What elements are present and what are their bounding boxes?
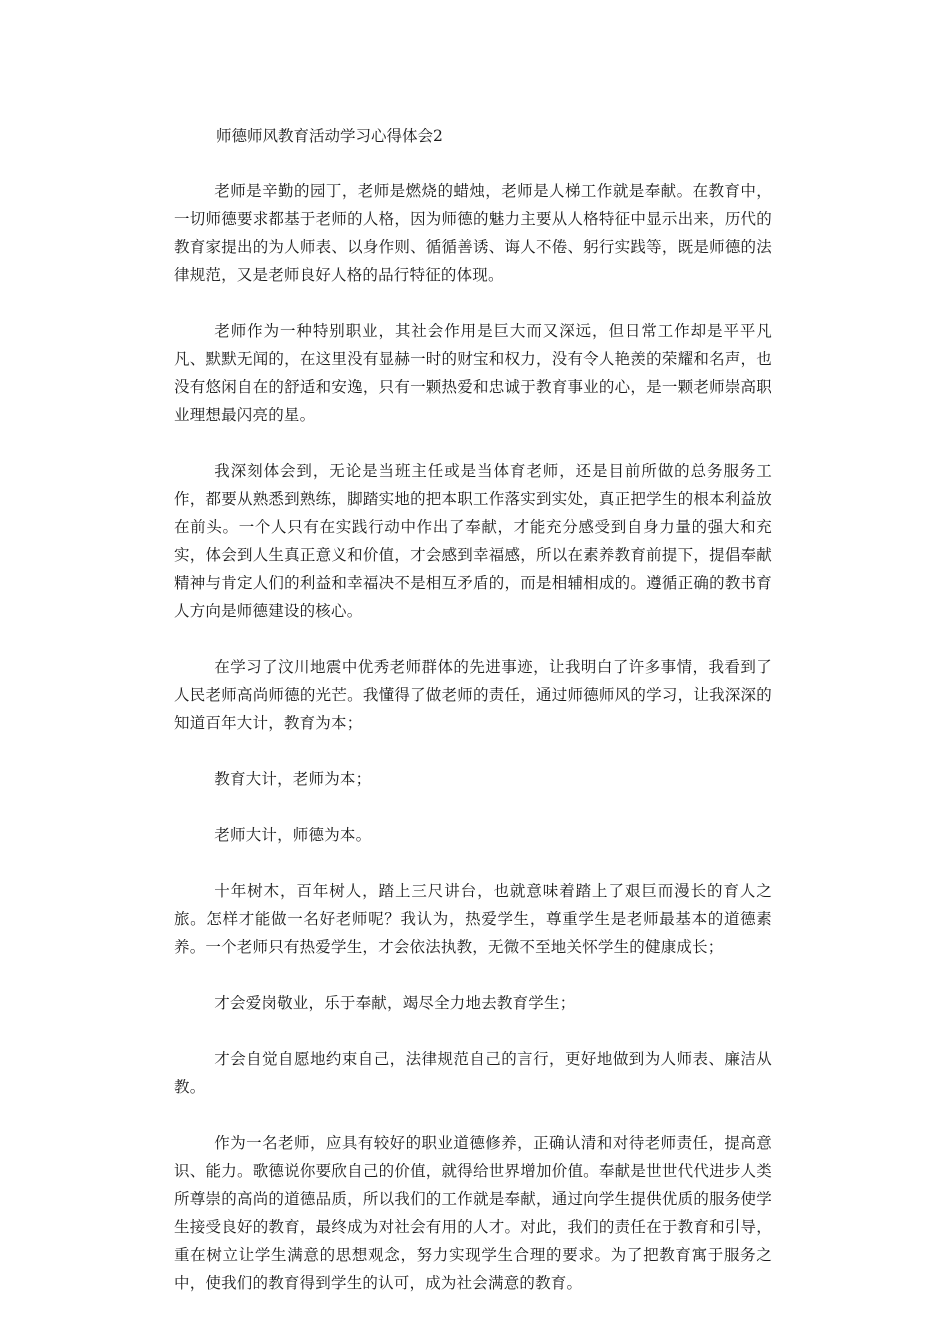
paragraph: 在学习了汶川地震中优秀老师群体的先进事迹，让我明白了许多事情，我看到了人民老师高尚师德的光芒。我懂得了做老师的责任，通过师德师风的学习，让我深深的知道百年大计，教育为本； xyxy=(174,658,772,732)
paragraph: 教育大计，老师为本； xyxy=(214,770,372,788)
paragraph: 我深刻体会到，无论是当班主任或是当体育老师，还是目前所做的总务服务工作，都要从熟悉到熟练，脚踏实地的把本职工作落实到实处，真正把学生的根本利益放在前头。一个人只有在实践行动中作出了奉献，才能充分感受到自身力量的强大和充实，体会到人生真正意义和价值，才会感到幸福感，所以在素养教育前提下，提倡奉献精神与肯定人们的利益和幸福决不是相互矛盾的，而是相辅相成的。遵循正确的教书育人方向是师德建设的核心。 xyxy=(174,462,772,620)
paragraph: 老师作为一种特别职业，其社会作用是巨大而又深远，但日常工作却是平平凡凡、默默无闻的，在这里没有显赫一时的财宝和权力，没有令人艳羡的荣耀和名声，也没有悠闲自在的舒适和安逸，只有一颗热爱和忠诚于教育事业的心，是一颗老师崇高职业理想最闪亮的星。 xyxy=(174,322,772,424)
paragraph: 老师是辛勤的园丁，老师是燃烧的蜡烛，老师是人梯工作就是奉献。在教育中，一切师德要求都基于老师的人格，因为师德的魅力主要从人格特征中显示出来，历代的教育家提出的为人师表、以身作则、循循善诱、诲人不倦、躬行实践等，既是师德的法律规范，又是老师良好人格的品行特征的体现。 xyxy=(174,182,772,284)
document-body xyxy=(174,122,772,1325)
paragraph: 作为一名老师，应具有较好的职业道德修养，正确认清和对待老师责任，提高意识、能力。歌德说你要欣自己的价值，就得给世界增加价值。奉献是世世代代进步人类所尊崇的高尚的道德品质，所以我们的工作就是奉献，通过向学生提供优质的服务使学生接受良好的教育，最终成为对社会有用的人才。对此，我们的责任在于教育和引导，重在树立让学生满意的思想观念，努力实现学生合理的要求。为了把教育寓于服务之中，使我们的教育得到学生的认可，成为社会满意的教育。 xyxy=(174,1134,772,1292)
paragraph: 老师大计，师德为本。 xyxy=(214,826,372,844)
paragraph: 十年树木，百年树人，踏上三尺讲台，也就意味着踏上了艰巨而漫长的育人之旅。怎样才能做一名好老师呢？我认为，热爱学生，尊重学生是老师最基本的道德素养。一个老师只有热爱学生，才会依法执教，无微不至地关怀学生的健康成长； xyxy=(174,882,772,956)
document-title: 师德师风教育活动学习心得体会2 xyxy=(216,127,443,145)
paragraph: 才会爱岗敬业，乐于奉献，竭尽全力地去教育学生； xyxy=(214,994,576,1012)
paragraph: 才会自觉自愿地约束自己，法律规范自己的言行，更好地做到为人师表、廉洁从教。 xyxy=(174,1050,772,1096)
